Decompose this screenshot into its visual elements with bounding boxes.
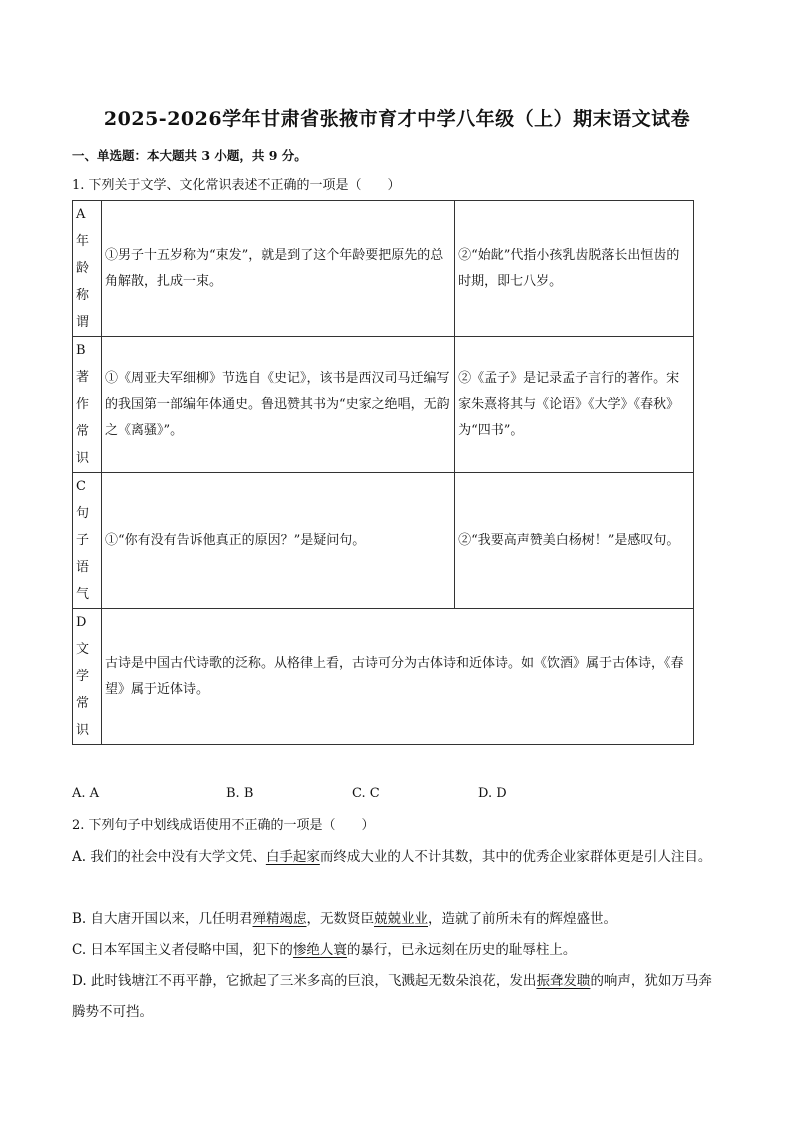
option-text: D. 此时钱塘江不再平静，它掀起了三米多高的巨浪，飞溅起无数朵浪花，发出 xyxy=(72,973,537,989)
section-heading: 一、单选题：本大题共 3 小题，共 9 分。 xyxy=(72,148,307,163)
question-2-option-c[interactable] xyxy=(72,935,712,966)
category-cell: A年龄称谓 xyxy=(73,201,102,337)
statement-cell: ②《孟子》是记录孟子言行的著作。宋家朱熹将其与《论语》《大学》《春秋》为“四书”。 xyxy=(455,337,694,473)
option-text: C. 日本军国主义者侵略中国，犯下的 xyxy=(72,942,293,958)
table-row xyxy=(73,473,694,609)
category-cell: C句子语气 xyxy=(73,473,102,609)
option-c[interactable]: C. C xyxy=(352,786,380,801)
page-title: 2025-2026学年甘肃省张掖市育才中学八年级（上）期末语文试卷 xyxy=(103,108,691,130)
statement-cell: ②“我要高声赞美白杨树！”是感叹句。 xyxy=(455,473,694,609)
underlined-idiom: 振聋发聩 xyxy=(536,973,591,989)
category-cell: D文学常识 xyxy=(73,609,102,745)
option-text: 而终成大业的人不计其数，其中的优秀企业家群体更是引人注目。 xyxy=(319,849,712,865)
underlined-idiom: 兢兢业业 xyxy=(374,911,429,927)
underlined-idiom: 殚精竭虑 xyxy=(252,911,307,927)
table-row xyxy=(73,609,694,745)
question-1-stem: 1. 下列关于文学、文化常识表述不正确的一项是（ ） xyxy=(72,178,401,193)
question-2-stem: 2. 下列句子中划线成语使用不正确的一项是（ ） xyxy=(72,818,375,833)
statement-cell: ②“始龀”代指小孩乳齿脱落长出恒齿的时期，即七八岁。 xyxy=(455,201,694,337)
category-cell: B著作常识 xyxy=(73,337,102,473)
option-b[interactable]: B. B xyxy=(226,786,254,801)
statement-cell: ①男子十五岁称为“束发”，就是到了这个年龄要把原先的总角解散，扎成一束。 xyxy=(101,201,454,337)
statement-cell: 古诗是中国古代诗歌的泛称。从格律上看，古诗可分为古体诗和近体诗。如《饮酒》属于古体诗，《春望》属于近体诗。 xyxy=(101,609,693,745)
underlined-idiom: 白手起家 xyxy=(265,849,320,865)
statement-cell: ①“你有没有告诉他真正的原因？”是疑问句。 xyxy=(101,473,454,609)
option-text: 的响声，犹如万马奔腾势不可挡。 xyxy=(72,973,712,1020)
table-row xyxy=(73,337,694,473)
option-text: B. 自大唐开国以来，几任明君 xyxy=(72,911,253,927)
question-1-table xyxy=(72,200,694,745)
question-2-option-d[interactable] xyxy=(72,966,712,1028)
table-row xyxy=(73,201,694,337)
option-text: 的暴行，已永远刻在历史的耻辱柱上。 xyxy=(346,942,577,958)
option-text: ，造就了前所未有的辉煌盛世。 xyxy=(428,911,618,927)
option-text: ，无数贤臣 xyxy=(306,911,375,927)
question-2-option-a[interactable] xyxy=(72,842,712,873)
option-a[interactable]: A. A xyxy=(72,786,100,801)
statement-cell: ①《周亚夫军细柳》节选自《史记》，该书是西汉司马迁编写的我国第一部编年体通史。鲁迅赞其书为“史家之绝唱，无韵之《离骚》”。 xyxy=(101,337,454,473)
underlined-idiom: 惨绝人寰 xyxy=(292,942,347,958)
option-d[interactable]: D. D xyxy=(478,786,507,801)
question-2-option-b[interactable] xyxy=(72,904,712,935)
option-text: A. 我们的社会中没有大学文凭、 xyxy=(72,849,266,865)
